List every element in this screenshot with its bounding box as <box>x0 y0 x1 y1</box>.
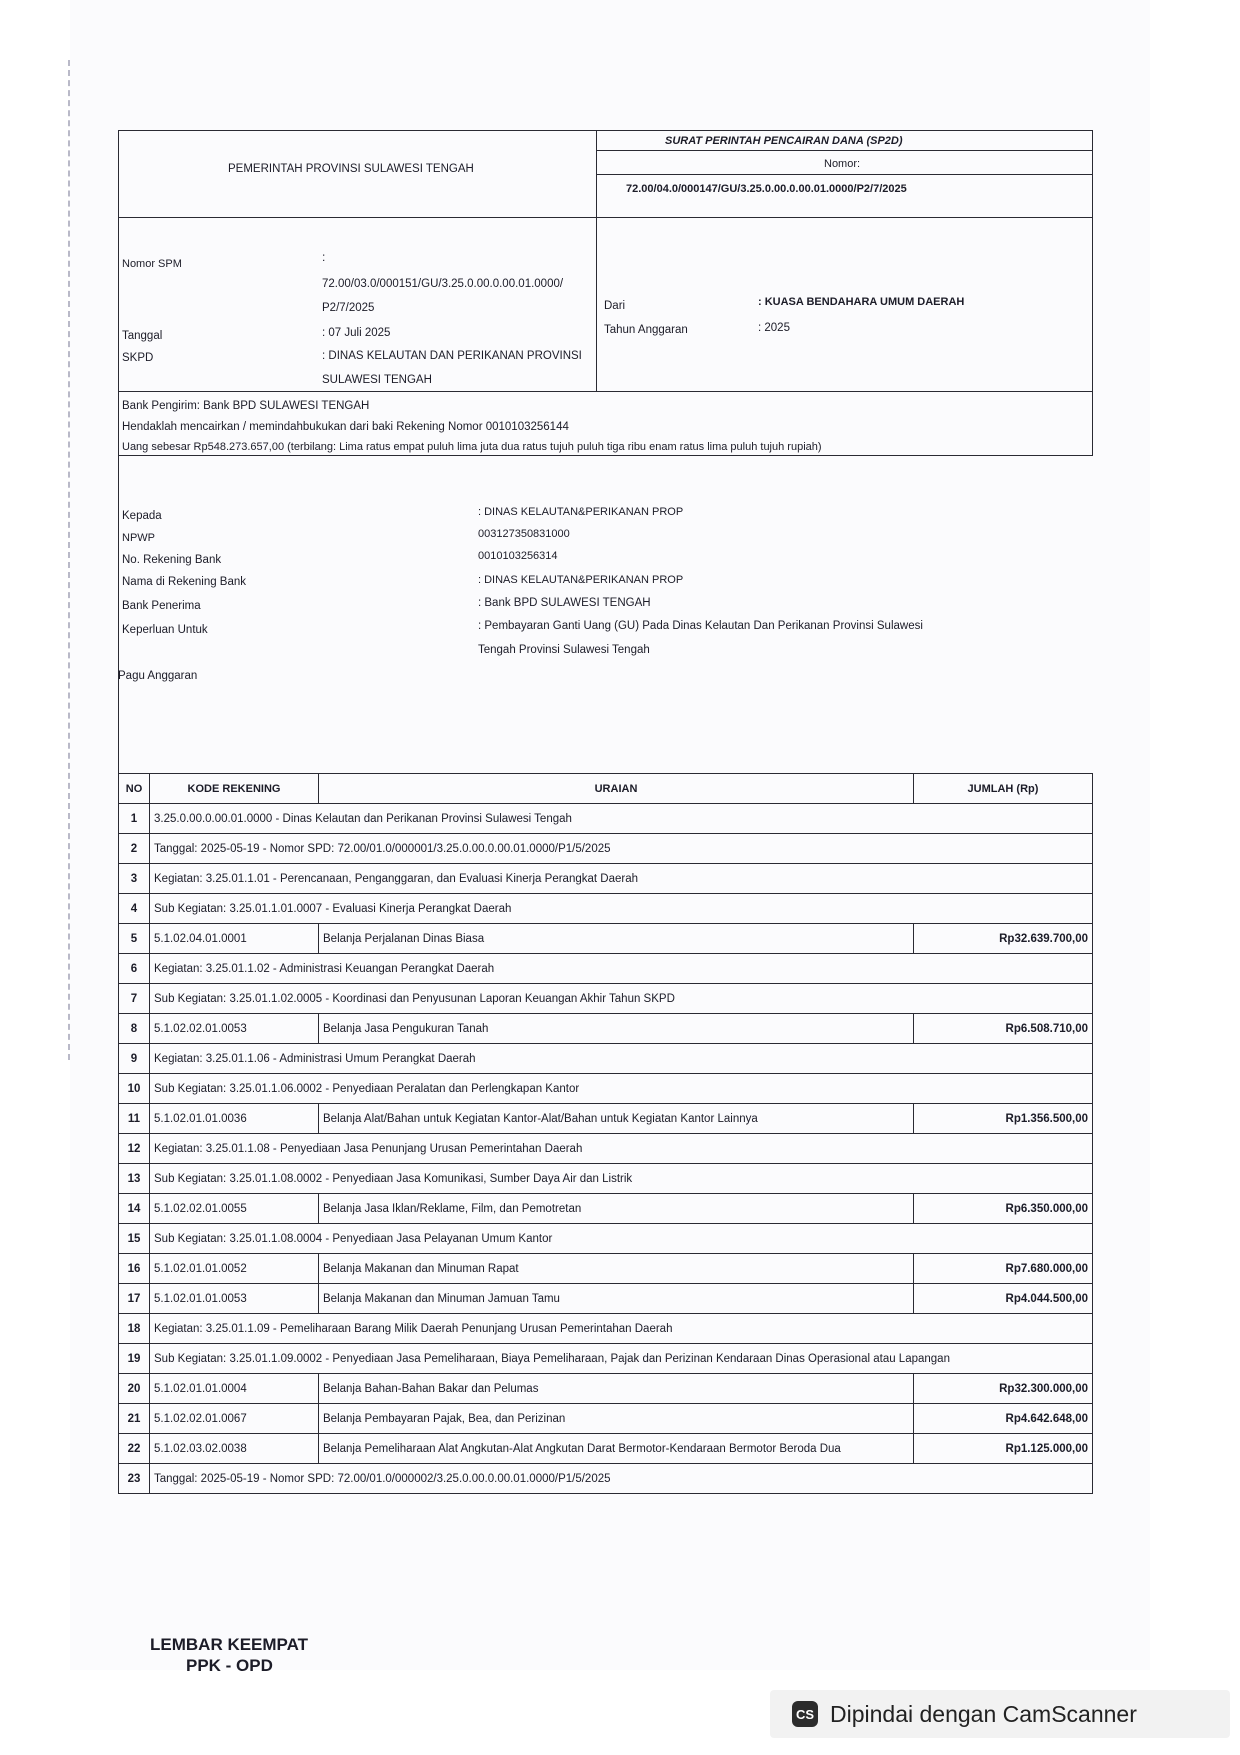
row-kode: 5.1.02.01.01.0052 <box>150 1254 319 1284</box>
table-row <box>119 1284 1093 1314</box>
binder-edge <box>68 60 74 1060</box>
row-kode: 5.1.02.02.01.0053 <box>150 1014 319 1044</box>
table-row <box>119 1134 1093 1164</box>
spm-colon: : <box>322 250 326 264</box>
skpd-label: SKPD <box>122 352 154 364</box>
row-kode: 5.1.02.01.01.0053 <box>150 1284 319 1314</box>
row-no: 10 <box>119 1074 150 1104</box>
row-text: Sub Kegiatan: 3.25.01.1.06.0002 - Penyediaan Peralatan dan Perlengkapan Kantor <box>150 1074 1093 1104</box>
row-text: Kegiatan: 3.25.01.1.02 - Administrasi Keuangan Perangkat Daerah <box>150 954 1093 984</box>
row-kode: 5.1.02.02.01.0067 <box>150 1404 319 1434</box>
row-text: Kegiatan: 3.25.01.1.08 - Penyediaan Jasa Penunjang Urusan Pemerintahan Daerah <box>150 1134 1093 1164</box>
row-no: 12 <box>119 1134 150 1164</box>
npwp-label: NPWP <box>122 532 155 544</box>
table-row <box>119 1104 1093 1134</box>
tanggal-value: : 07 Juli 2025 <box>322 327 391 339</box>
table-row <box>119 1254 1093 1284</box>
table-row <box>119 1314 1093 1344</box>
row-no: 8 <box>119 1014 150 1044</box>
spm-value-2: P2/7/2025 <box>322 302 375 314</box>
row-kode: 5.1.02.03.02.0038 <box>150 1434 319 1464</box>
row-text: Sub Kegiatan: 3.25.01.1.01.0007 - Evaluasi Kinerja Perangkat Daerah <box>150 894 1093 924</box>
row-jumlah: Rp32.300.000,00 <box>914 1374 1093 1404</box>
table-row <box>119 1344 1093 1374</box>
row-uraian: Belanja Alat/Bahan untuk Kegiatan Kantor-Alat/Bahan untuk Kegiatan Kantor Lainnya <box>319 1104 914 1134</box>
nama-rekening-value: : DINAS KELAUTAN&PERIKANAN PROP <box>478 574 684 586</box>
keperluan-value-1: : Pembayaran Ganti Uang (GU) Pada Dinas Kelautan Dan Perikanan Provinsi Sulawesi <box>478 620 923 632</box>
row-uraian: Belanja Bahan-Bahan Bakar dan Pelumas <box>319 1374 914 1404</box>
tanggal-label: Tanggal <box>122 330 163 342</box>
table-row <box>119 924 1093 954</box>
row-uraian: Belanja Perjalanan Dinas Biasa <box>319 924 914 954</box>
row-kode: 5.1.02.02.01.0055 <box>150 1194 319 1224</box>
npwp-value: 003127350831000 <box>478 528 570 540</box>
row-kode: 5.1.02.01.01.0004 <box>150 1374 319 1404</box>
row-text: Sub Kegiatan: 3.25.01.1.09.0002 - Penyediaan Jasa Pemeliharaan, Biaya Pemeliharaan, Pajak dan Perizinan Kendaraan Dinas Operasional atau Lapangan <box>150 1344 1093 1374</box>
row-uraian: Belanja Pemeliharaan Alat Angkutan-Alat Angkutan Darat Bermotor-Kendaraan Bermotor Beroda Dua <box>319 1434 914 1464</box>
dari-value: : KUASA BENDAHARA UMUM DAERAH <box>758 296 965 308</box>
row-uraian: Belanja Jasa Iklan/Reklame, Film, dan Pemotretan <box>319 1194 914 1224</box>
keperluan-value-2: Tengah Provinsi Sulawesi Tengah <box>478 644 650 656</box>
row-no: 19 <box>119 1344 150 1374</box>
lembar-label: LEMBAR KEEMPAT <box>150 1635 309 1654</box>
bank-perintah: Hendaklah mencairkan / memindahbukukan dari baki Rekening Nomor 0010103256144 <box>122 421 569 433</box>
row-kode: 5.1.02.01.01.0036 <box>150 1104 319 1134</box>
row-no: 4 <box>119 894 150 924</box>
table-row <box>119 954 1093 984</box>
col-header-kode: KODE REKENING <box>150 774 319 804</box>
row-no: 11 <box>119 1104 150 1134</box>
row-jumlah: Rp6.508.710,00 <box>914 1014 1093 1044</box>
row-uraian: Belanja Jasa Pengukuran Tanah <box>319 1014 914 1044</box>
rekening-label: No. Rekening Bank <box>122 554 222 566</box>
row-no: 22 <box>119 1434 150 1464</box>
row-no: 5 <box>119 924 150 954</box>
skpd-value-2: SULAWESI TENGAH <box>322 374 432 386</box>
kepada-label: Kepada <box>122 510 162 522</box>
camscanner-logo-icon: CS <box>792 1701 818 1727</box>
table-row <box>119 1374 1093 1404</box>
table-row <box>119 1074 1093 1104</box>
row-no: 14 <box>119 1194 150 1224</box>
pemerintah-title: PEMERINTAH PROVINSI SULAWESI TENGAH <box>228 163 474 175</box>
row-text: Sub Kegiatan: 3.25.01.1.02.0005 - Koordinasi dan Penyusunan Laporan Keuangan Akhir Tahun SKPD <box>150 984 1093 1014</box>
row-no: 16 <box>119 1254 150 1284</box>
bank-penerima-label: Bank Penerima <box>122 600 201 612</box>
table-row <box>119 984 1093 1014</box>
row-jumlah: Rp7.680.000,00 <box>914 1254 1093 1284</box>
row-no: 18 <box>119 1314 150 1344</box>
dari-label: Dari <box>604 300 626 312</box>
row-jumlah: Rp32.639.700,00 <box>914 924 1093 954</box>
table-row <box>119 1194 1093 1224</box>
table-row <box>119 1224 1093 1254</box>
table-row <box>119 834 1093 864</box>
row-text: Tanggal: 2025-05-19 - Nomor SPD: 72.00/01.0/000002/3.25.0.00.0.00.01.0000/P1/5/2025 <box>150 1464 1093 1494</box>
camscanner-watermark <box>770 1690 1230 1738</box>
row-no: 9 <box>119 1044 150 1074</box>
row-text: Tanggal: 2025-05-19 - Nomor SPD: 72.00/01.0/000001/3.25.0.00.0.00.01.0000/P1/5/2025 <box>150 834 1093 864</box>
row-no: 15 <box>119 1224 150 1254</box>
table-row <box>119 1404 1093 1434</box>
row-text: Kegiatan: 3.25.01.1.06 - Administrasi Umum Perangkat Daerah <box>150 1044 1093 1074</box>
spm-label: Nomor SPM <box>122 258 182 270</box>
table-header-row <box>119 774 1093 804</box>
row-text: Sub Kegiatan: 3.25.01.1.08.0004 - Penyediaan Jasa Pelayanan Umum Kantor <box>150 1224 1093 1254</box>
nomor-label: Nomor: <box>824 158 861 170</box>
row-jumlah: Rp4.642.648,00 <box>914 1404 1093 1434</box>
pagu-label: Pagu Anggaran <box>118 670 198 682</box>
row-uraian: Belanja Makanan dan Minuman Rapat <box>319 1254 914 1284</box>
row-no: 21 <box>119 1404 150 1434</box>
row-text: Sub Kegiatan: 3.25.01.1.08.0002 - Penyediaan Jasa Komunikasi, Sumber Daya Air dan Listrik <box>150 1164 1093 1194</box>
sp2d-title: SURAT PERINTAH PENCAIRAN DANA (SP2D) <box>665 135 903 147</box>
row-no: 1 <box>119 804 150 834</box>
row-kode: 5.1.02.04.01.0001 <box>150 924 319 954</box>
rincian-table <box>118 773 1093 1494</box>
table-row <box>119 864 1093 894</box>
row-no: 20 <box>119 1374 150 1404</box>
row-jumlah: Rp1.356.500,00 <box>914 1104 1093 1134</box>
row-uraian: Belanja Makanan dan Minuman Jamuan Tamu <box>319 1284 914 1314</box>
camscanner-text: Dipindai dengan CamScanner <box>830 1700 1137 1727</box>
ppk-label: PPK - OPD <box>186 1656 273 1675</box>
row-text: Kegiatan: 3.25.01.1.09 - Pemeliharaan Barang Milik Daerah Penunjang Urusan Pemerintahan Daerah <box>150 1314 1093 1344</box>
tahun-label: Tahun Anggaran <box>604 324 688 336</box>
sp2d-document <box>118 130 1093 1600</box>
table-row <box>119 1434 1093 1464</box>
table-row <box>119 1044 1093 1074</box>
row-no: 2 <box>119 834 150 864</box>
row-jumlah: Rp6.350.000,00 <box>914 1194 1093 1224</box>
spm-value-1: 72.00/03.0/000151/GU/3.25.0.00.0.00.01.0000/ <box>322 278 564 290</box>
bank-pengirim: Bank Pengirim: Bank BPD SULAWESI TENGAH <box>122 400 370 412</box>
table-row <box>119 804 1093 834</box>
kepada-value: : DINAS KELAUTAN&PERIKANAN PROP <box>478 506 684 518</box>
nomor-value: 72.00/04.0/000147/GU/3.25.0.00.0.00.01.0000/P2/7/2025 <box>626 183 907 195</box>
row-no: 7 <box>119 984 150 1014</box>
col-header-no: NO <box>119 774 150 804</box>
row-jumlah: Rp4.044.500,00 <box>914 1284 1093 1314</box>
row-no: 23 <box>119 1464 150 1494</box>
bank-uang: Uang sebesar Rp548.273.657,00 (terbilang: Lima ratus empat puluh lima juta dua ratus tujuh puluh tiga ribu enam ratus lima puluh tujuh rupiah) <box>122 441 822 453</box>
row-no: 6 <box>119 954 150 984</box>
row-jumlah: Rp1.125.000,00 <box>914 1434 1093 1464</box>
row-uraian: Belanja Pembayaran Pajak, Bea, dan Perizinan <box>319 1404 914 1434</box>
table-row <box>119 1014 1093 1044</box>
rekening-value: 0010103256314 <box>478 550 558 562</box>
tahun-value: : 2025 <box>758 322 790 334</box>
col-header-jumlah: JUMLAH (Rp) <box>914 774 1093 804</box>
keperluan-label: Keperluan Untuk <box>122 624 208 636</box>
row-no: 17 <box>119 1284 150 1314</box>
col-header-uraian: URAIAN <box>319 774 914 804</box>
table-row <box>119 1164 1093 1194</box>
row-no: 13 <box>119 1164 150 1194</box>
row-text: Kegiatan: 3.25.01.1.01 - Perencanaan, Penganggaran, dan Evaluasi Kinerja Perangkat Daerah <box>150 864 1093 894</box>
table-row <box>119 894 1093 924</box>
skpd-value-1: : DINAS KELAUTAN DAN PERIKANAN PROVINSI <box>322 350 582 362</box>
nama-rekening-label: Nama di Rekening Bank <box>122 576 247 588</box>
row-no: 3 <box>119 864 150 894</box>
table-row <box>119 1464 1093 1494</box>
bank-penerima-value: : Bank BPD SULAWESI TENGAH <box>478 597 651 609</box>
row-text: 3.25.0.00.0.00.01.0000 - Dinas Kelautan dan Perikanan Provinsi Sulawesi Tengah <box>150 804 1093 834</box>
